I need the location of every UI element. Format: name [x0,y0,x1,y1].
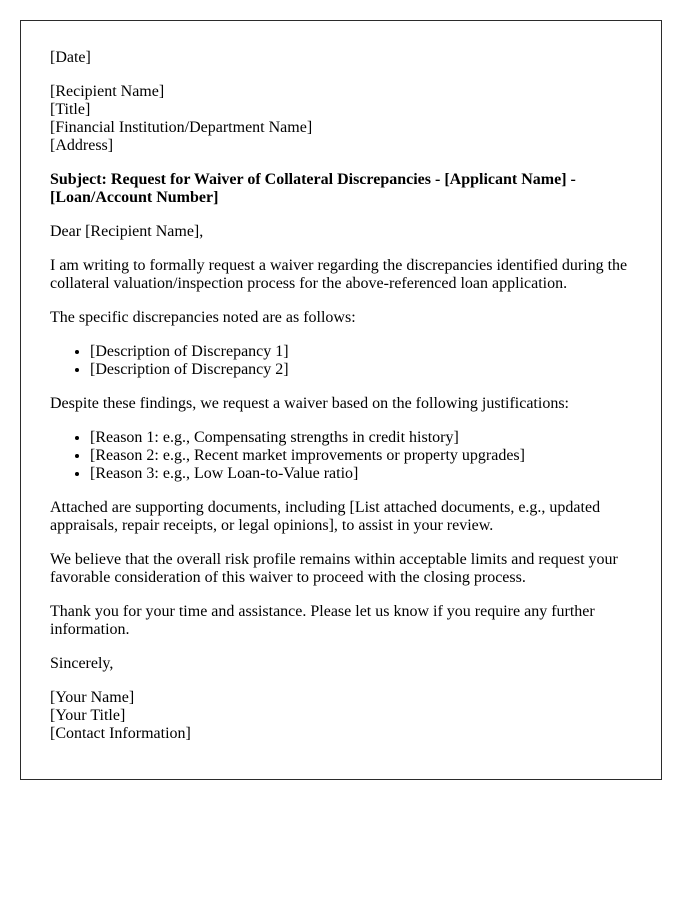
closing: Sincerely, [50,655,114,672]
salutation: Dear [Recipient Name], [50,223,204,240]
letter-page [20,20,662,780]
date-placeholder: [Date] [50,49,91,66]
list-item: • [Reason 2: e.g., Recent market improvements or property upgrades] [90,447,632,465]
recipient-institution-line: [Financial Institution/Department Name] [50,119,313,136]
justifications-lead: Despite these findings, we request a waiver based on the following justifications: [50,395,569,412]
thanks-paragraph: Thank you for your time and assistance. Please let us know if you require any further information. [50,603,595,638]
subject-line: Subject: Request for Waiver of Collateral Discrepancies - [Applicant Name] - [Loan/Account Number] [50,171,576,206]
signature-name-line: [Your Name] [50,689,135,706]
list-item: • [Reason 3: e.g., Low Loan-to-Value ratio] [90,465,632,483]
discrepancies-lead: The specific discrepancies noted are as follows: [50,309,356,326]
belief-paragraph: We believe that the overall risk profile remains within acceptable limits and request your favorable consideration of this waiver to proceed with the closing process. [50,551,618,586]
recipient-address-line: [Address] [50,137,114,154]
list-item: • [Description of Discrepancy 1] [90,343,632,361]
list-item: • [Reason 1: e.g., Compensating strengths in credit history] [90,429,632,447]
justifications-list [50,429,632,483]
signature-contact-line: [Contact Information] [50,725,191,742]
signature-block [50,689,632,743]
intro-paragraph: I am writing to formally request a waiver regarding the discrepancies identified during the collateral valuation/inspection process for the above-referenced loan application. [50,257,628,292]
recipient-name-line: [Recipient Name] [50,83,165,100]
attachments-paragraph: Attached are supporting documents, including [List attached documents, e.g., updated appraisals, repair receipts, or legal opinions], to assist in your review. [50,499,601,534]
signature-title-line: [Your Title] [50,707,126,724]
discrepancies-list [50,343,632,379]
recipient-title-line: [Title] [50,101,91,118]
recipient-address-block [50,83,632,155]
list-item: • [Description of Discrepancy 2] [90,361,632,379]
